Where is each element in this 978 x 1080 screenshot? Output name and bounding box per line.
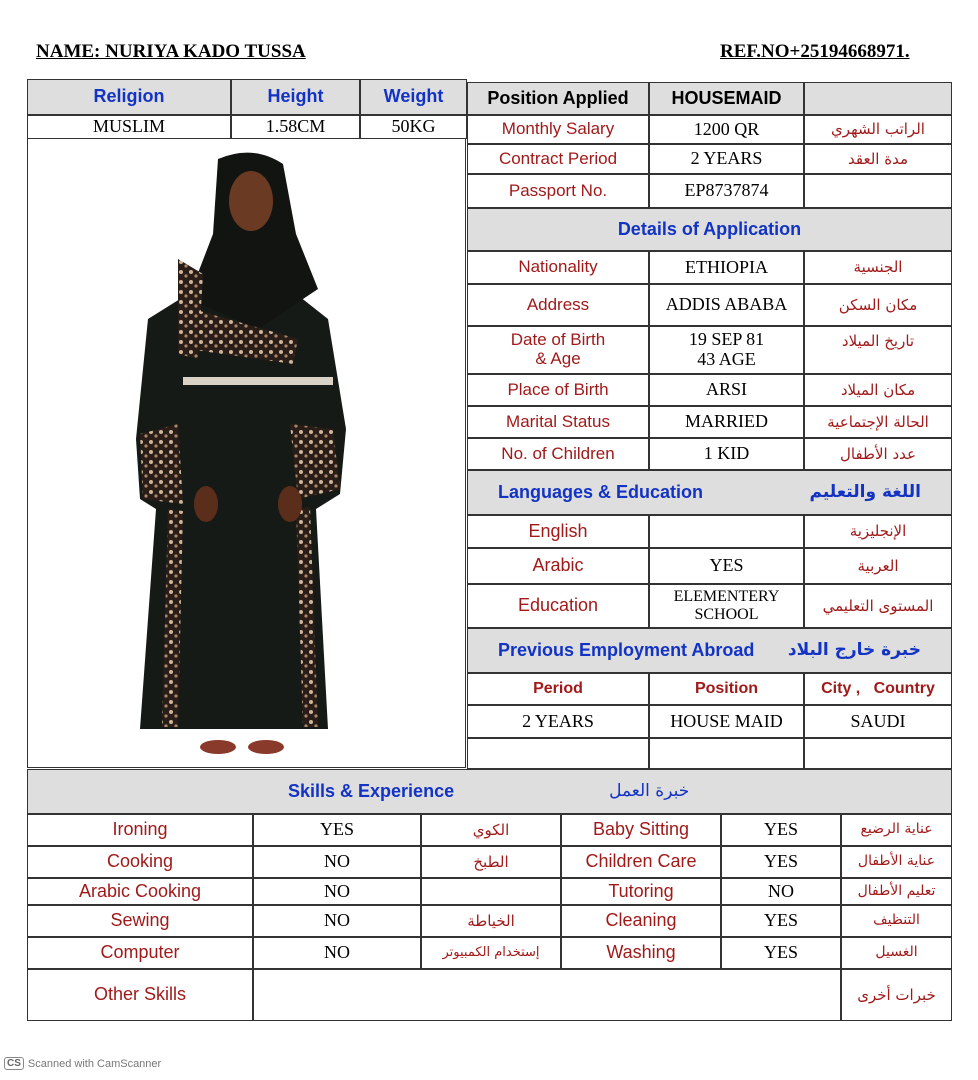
person-figure-image — [28, 139, 465, 767]
position-applied-value: HOUSEMAID — [649, 82, 804, 115]
address-label: Address — [467, 284, 649, 326]
employment-position-header: Position — [649, 673, 804, 705]
employment-heading: Previous Employment Abroad — [498, 639, 755, 660]
employment-country-header: City , Country — [804, 673, 952, 705]
skill-sewing-value: NO — [253, 905, 421, 937]
employment-period-header: Period — [467, 673, 649, 705]
skill-cleaning-value: YES — [721, 905, 841, 937]
skill-children-care-value: YES — [721, 846, 841, 878]
other-skills-label: Other Skills — [27, 969, 253, 1021]
languages-heading: Languages & Education — [498, 481, 704, 502]
skill-computer-ar: إستخدام الكمبيوتر — [421, 937, 561, 969]
scanner-text: Scanned with CamScanner — [27, 1057, 162, 1070]
skill-tutoring-label: Tutoring — [561, 878, 721, 905]
languages-heading-ar: اللغة والتعليم — [809, 482, 921, 503]
height-label: Height — [231, 79, 360, 115]
employment-country-value: SAUDI — [804, 705, 952, 738]
skill-computer-value: NO — [253, 937, 421, 969]
candidate-photo — [27, 138, 466, 768]
skill-baby-sitting-ar: عناية الرضيع — [841, 814, 952, 846]
monthly-salary-ar: الراتب الشهري — [804, 115, 952, 144]
other-skills-value — [253, 969, 841, 1021]
skill-baby-sitting-value: YES — [721, 814, 841, 846]
skill-sewing-label: Sewing — [27, 905, 253, 937]
other-skills-ar: خبرات أخرى — [841, 969, 952, 1021]
contract-period-label: Contract Period — [467, 144, 649, 174]
skill-ironing-value: YES — [253, 814, 421, 846]
arabic-label: Arabic — [467, 548, 649, 584]
religion-label: Religion — [27, 79, 231, 115]
skills-heading-row — [27, 769, 952, 814]
skill-children-care-ar: عناية الأطفال — [841, 846, 952, 878]
skills-heading: Skills & Experience — [288, 780, 455, 801]
address-value: ADDIS ABABA — [649, 284, 804, 326]
education-ar: المستوى التعليمي — [804, 584, 952, 628]
weight-value: 50KG — [360, 115, 467, 139]
skill-arabic-cooking-ar — [421, 878, 561, 905]
address-ar: مكان السكن — [804, 284, 952, 326]
nationality-value: ETHIOPIA — [649, 251, 804, 284]
skill-ironing-ar: الكوي — [421, 814, 561, 846]
skill-cooking-label: Cooking — [27, 846, 253, 878]
employment-position-value: HOUSE MAID — [649, 705, 804, 738]
marital-status-ar: الحالة الإجتماعية — [804, 406, 952, 438]
dob-ar: تاريخ الميلاد — [804, 326, 952, 374]
weight-label: Weight — [360, 79, 467, 115]
english-ar: الإنجليزية — [804, 515, 952, 548]
details-heading: Details of Application — [467, 208, 952, 251]
camscanner-logo-icon: CS — [4, 1057, 24, 1070]
skill-cleaning-label: Cleaning — [561, 905, 721, 937]
english-label: English — [467, 515, 649, 548]
skill-baby-sitting-label: Baby Sitting — [561, 814, 721, 846]
place-of-birth-label: Place of Birth — [467, 374, 649, 406]
skill-arabic-cooking-value: NO — [253, 878, 421, 905]
employment-heading-row — [467, 628, 952, 673]
skill-washing-label: Washing — [561, 937, 721, 969]
education-label: Education — [467, 584, 649, 628]
children-ar: عدد الأطفال — [804, 438, 952, 470]
position-applied-label: Position Applied — [467, 82, 649, 115]
marital-status-value: MARRIED — [649, 406, 804, 438]
employment-country-empty — [804, 738, 952, 769]
arabic-ar: العربية — [804, 548, 952, 584]
skill-cooking-ar: الطبخ — [421, 846, 561, 878]
religion-value: MUSLIM — [27, 115, 231, 139]
position-applied-ar — [804, 82, 952, 115]
scanner-watermark — [4, 1057, 161, 1070]
dob-value: 19 SEP 81 43 AGE — [649, 326, 804, 374]
employment-heading-ar: خبرة خارج البلاد — [787, 640, 921, 661]
skill-arabic-cooking-label: Arabic Cooking — [27, 878, 253, 905]
skill-cooking-value: NO — [253, 846, 421, 878]
skill-sewing-ar: الخياطة — [421, 905, 561, 937]
skill-children-care-label: Children Care — [561, 846, 721, 878]
skill-computer-label: Computer — [27, 937, 253, 969]
nationality-ar: الجنسية — [804, 251, 952, 284]
skill-tutoring-value: NO — [721, 878, 841, 905]
nationality-label: Nationality — [467, 251, 649, 284]
languages-heading-row — [467, 470, 952, 515]
passport-ar — [804, 174, 952, 208]
skills-heading-ar: خبرة العمل — [609, 781, 690, 802]
marital-status-label: Marital Status — [467, 406, 649, 438]
children-value: 1 KID — [649, 438, 804, 470]
dob-label: Date of Birth & Age — [467, 326, 649, 374]
skill-ironing-label: Ironing — [27, 814, 253, 846]
english-value — [649, 515, 804, 548]
education-value: ELEMENTERY SCHOOL — [649, 584, 804, 628]
employment-position-empty — [649, 738, 804, 769]
place-of-birth-ar: مكان الميلاد — [804, 374, 952, 406]
arabic-value: YES — [649, 548, 804, 584]
monthly-salary-label: Monthly Salary — [467, 115, 649, 144]
passport-label: Passport No. — [467, 174, 649, 208]
children-label: No. of Children — [467, 438, 649, 470]
reference-number: REF.NO+25194668971. — [720, 41, 910, 62]
skill-washing-ar: الغسيل — [841, 937, 952, 969]
employment-period-empty — [467, 738, 649, 769]
skill-tutoring-ar: تعليم الأطفال — [841, 878, 952, 905]
passport-value: EP8737874 — [649, 174, 804, 208]
skill-cleaning-ar: التنظيف — [841, 905, 952, 937]
height-value: 1.58CM — [231, 115, 360, 139]
monthly-salary-value: 1200 QR — [649, 115, 804, 144]
candidate-name: NAME: NURIYA KADO TUSSA — [36, 41, 306, 62]
contract-period-ar: مدة العقد — [804, 144, 952, 174]
place-of-birth-value: ARSI — [649, 374, 804, 406]
skill-washing-value: YES — [721, 937, 841, 969]
employment-period-value: 2 YEARS — [467, 705, 649, 738]
contract-period-value: 2 YEARS — [649, 144, 804, 174]
